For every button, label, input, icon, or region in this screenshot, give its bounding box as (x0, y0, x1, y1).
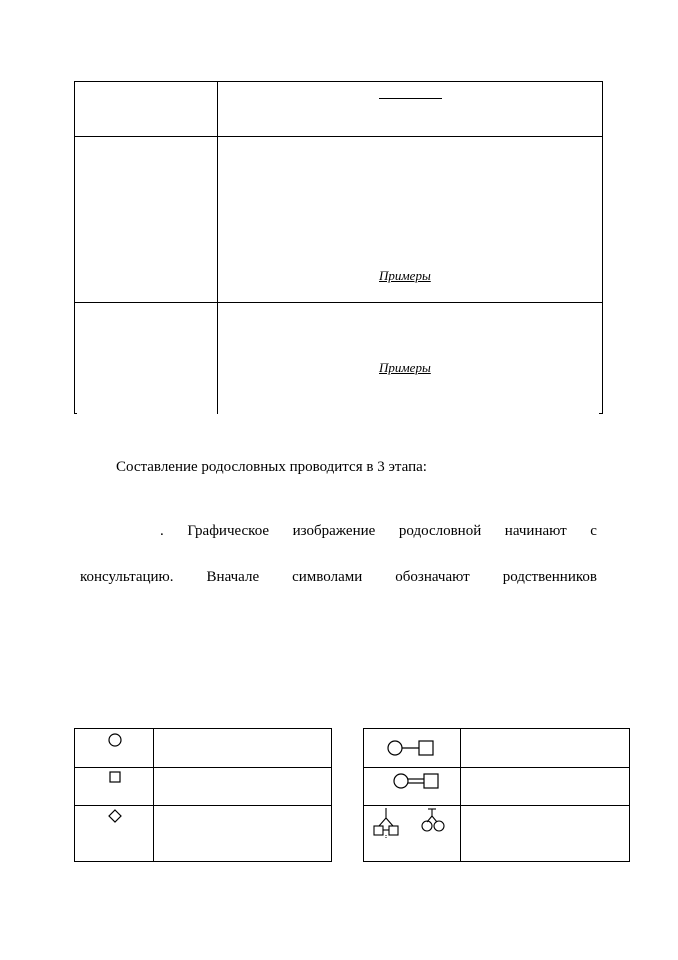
table-corner-left (74, 413, 77, 414)
line2-word: консультацию. (80, 569, 174, 585)
symbol-cell (75, 806, 154, 862)
table-row-divider-2 (74, 302, 603, 303)
symbols-table-right (363, 728, 630, 862)
circle-icon (75, 729, 153, 767)
table-border-right (602, 81, 603, 414)
symbol-cell (364, 729, 461, 768)
square-icon (75, 768, 153, 805)
symbol-description-cell (461, 768, 630, 806)
line1-lead: . (160, 523, 164, 539)
examples-link-2: Примеры (379, 360, 431, 375)
top-table (74, 81, 603, 414)
paragraph-line-2 (80, 568, 597, 586)
line1-word: с (590, 523, 597, 539)
symbol-description-cell (154, 768, 332, 806)
diamond-icon (75, 806, 153, 861)
intro-line: Составление родословных проводится в 3 этапа: (116, 459, 427, 475)
symbol-description-cell (154, 806, 332, 862)
header-underline-mark (379, 98, 442, 99)
table-column-divider (217, 81, 218, 414)
symbol-cell (75, 729, 154, 768)
examples-link-1: Примеры (379, 268, 431, 283)
symbols-table-left (74, 728, 332, 862)
table-row-divider-1 (74, 136, 603, 137)
line2-word: символами (292, 569, 363, 585)
line1-word: изображение (292, 523, 376, 539)
line2-word: родственников (502, 569, 597, 585)
symbol-cell (364, 806, 461, 862)
symbol-description-cell (461, 729, 630, 768)
line1-word: начинают (504, 523, 567, 539)
table-corner-right (599, 413, 602, 414)
twins-icon (364, 806, 460, 861)
marriage-icon (364, 729, 460, 767)
symbol-description-cell (154, 729, 332, 768)
line2-word: Вначале (206, 569, 260, 585)
symbol-cell (75, 768, 154, 806)
paragraph-line-1 (160, 522, 597, 540)
symbol-cell (364, 768, 461, 806)
line1-word: Графическое (187, 523, 270, 539)
line2-word: обозначают (395, 569, 470, 585)
consanguineous-marriage-icon (364, 768, 460, 805)
symbol-description-cell (461, 806, 630, 862)
table-border-top (74, 81, 603, 82)
line1-word: родословной (398, 523, 482, 539)
table-border-left (74, 81, 75, 414)
